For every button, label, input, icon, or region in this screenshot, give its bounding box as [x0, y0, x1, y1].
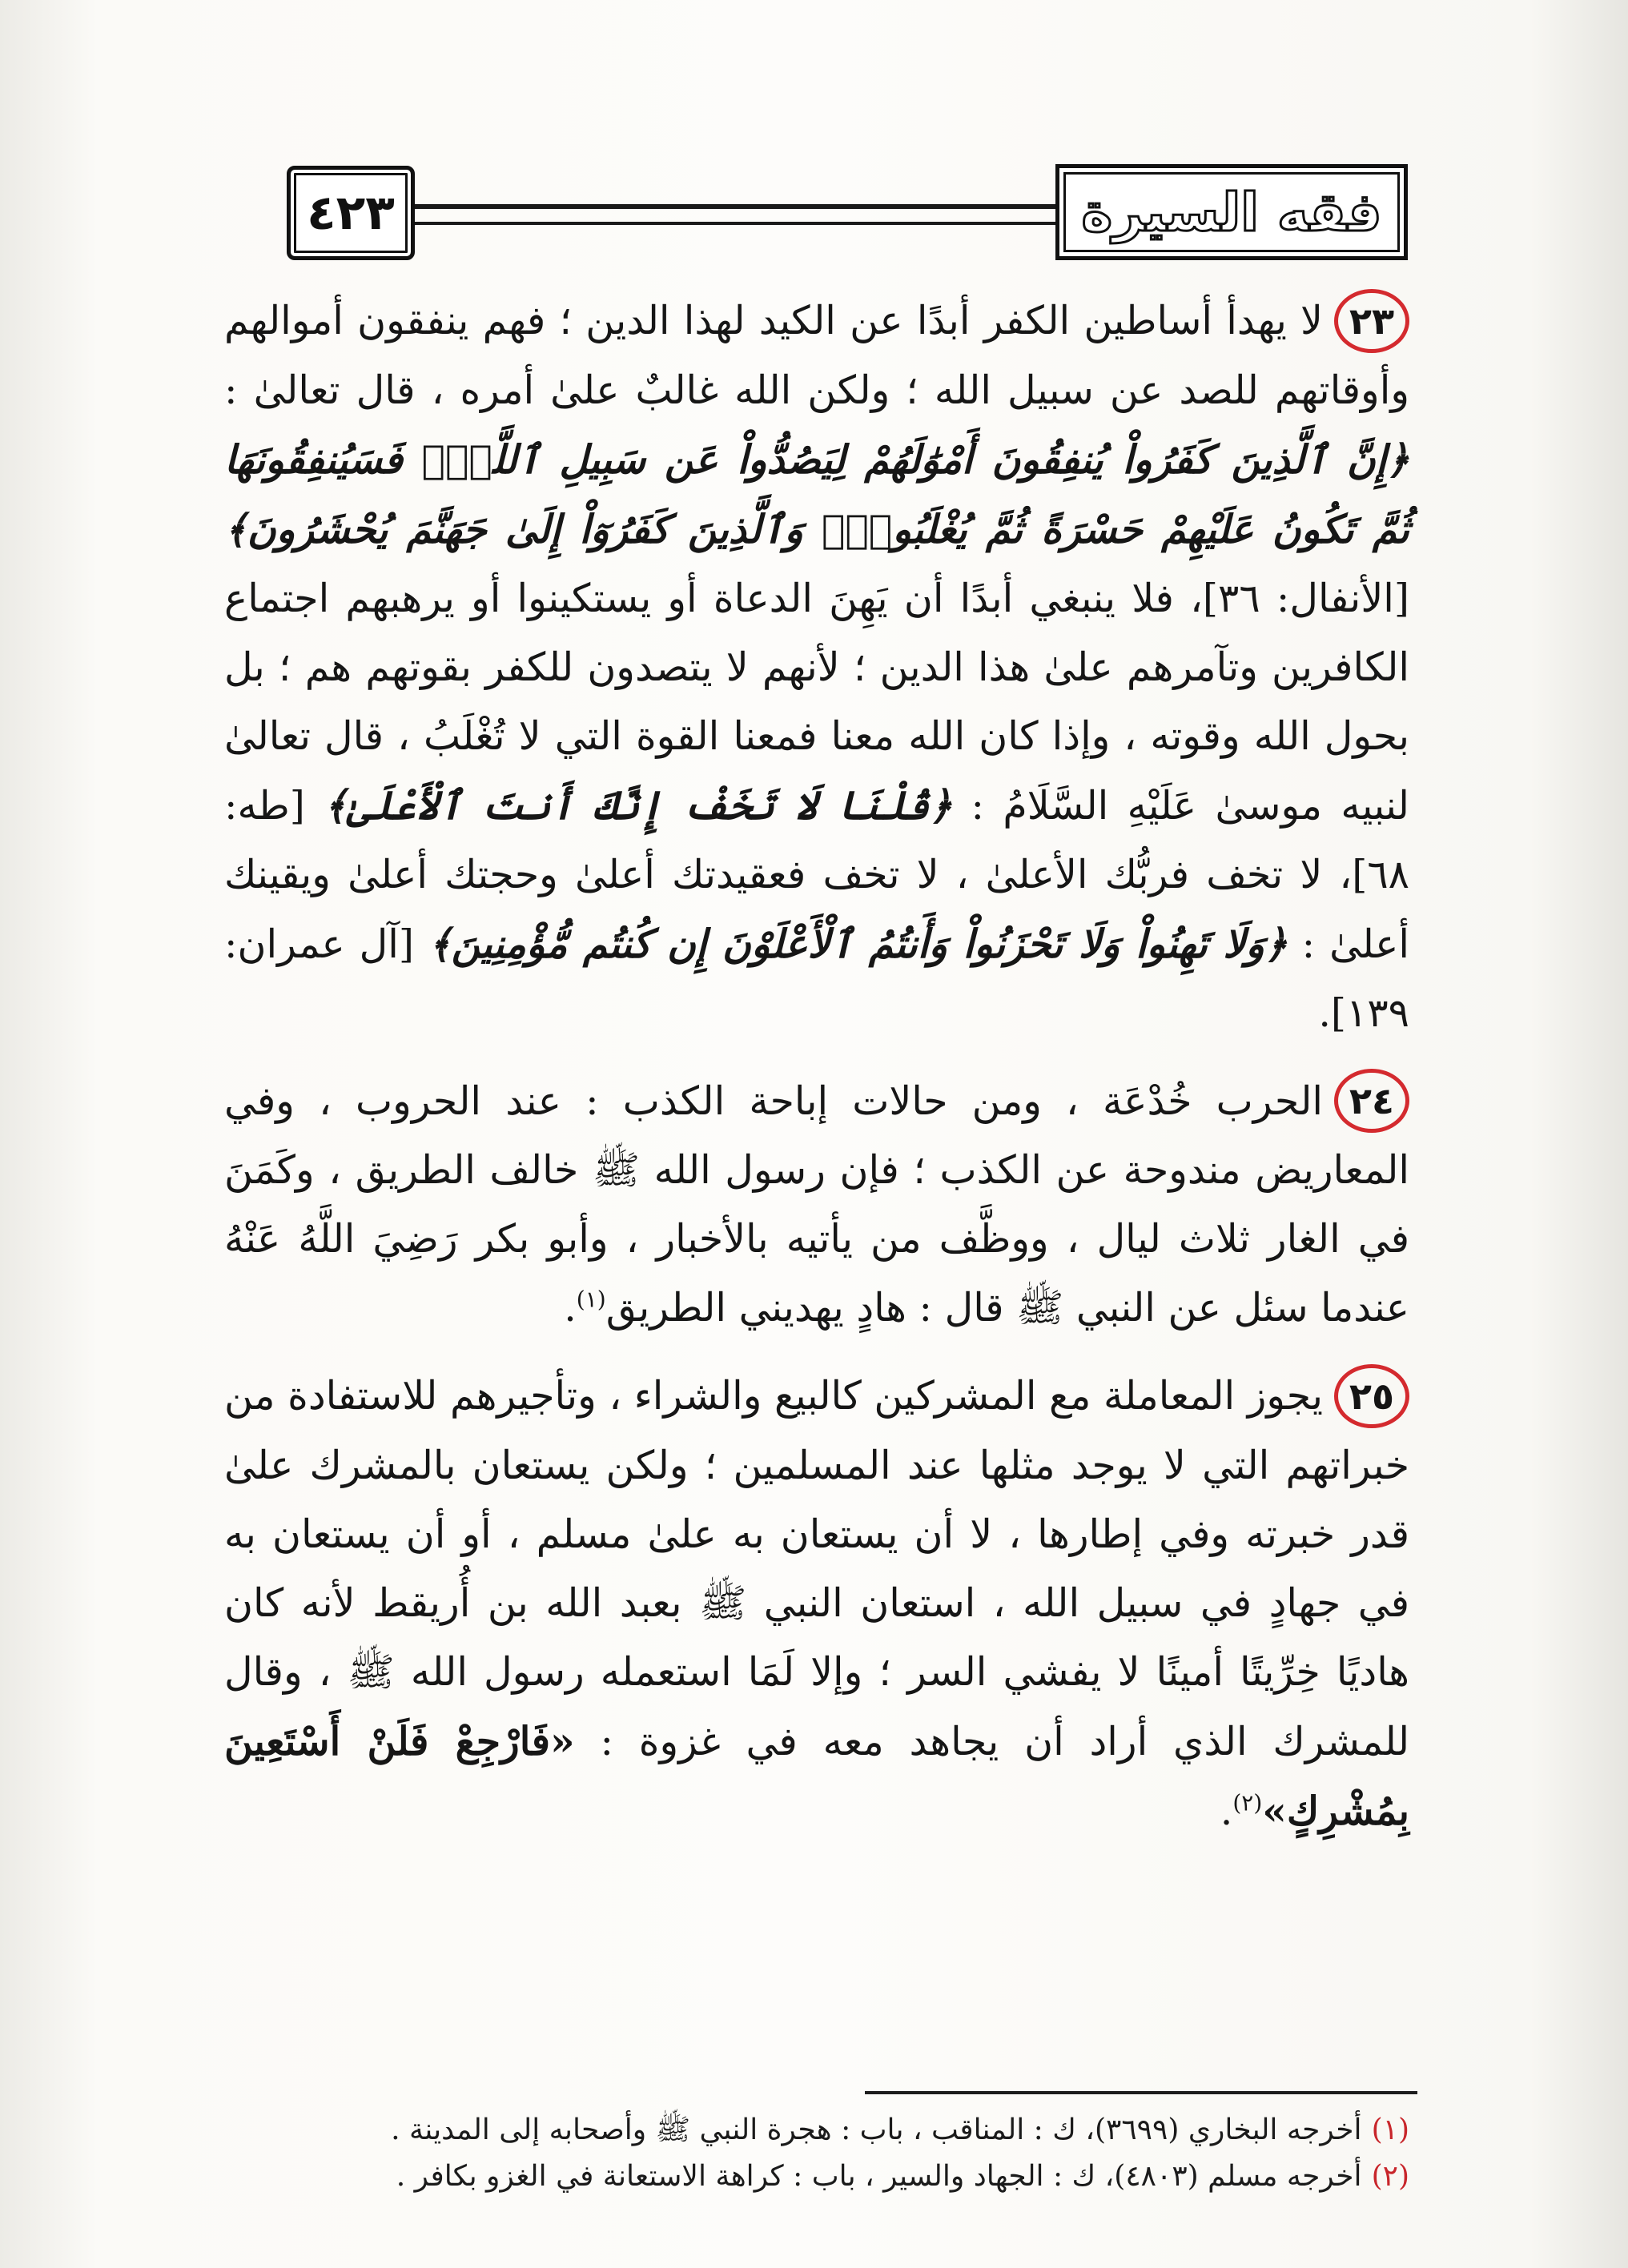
- footnote-ref[interactable]: (٢): [1232, 1789, 1263, 1816]
- footnote: [224, 2107, 1409, 2154]
- footnote-ref[interactable]: (١): [576, 1286, 606, 1313]
- quran-verse: ﴿وَلَا تَهِنُواْ وَلَا تَحْزَنُواْ وَأَنتُمُ ٱلْأَعْلَوْنَ إِن كُنتُم مُّؤْمِنِينَ﴾: [428, 920, 1288, 967]
- paragraph: [224, 1362, 1409, 1846]
- paragraph-text: يجوز المعاملة مع المشركين كالبيع والشراء ، وتأجيرهم للاستفادة من خبراتهم التي لا يوجد مثلها عند المسلمين ؛ ولكن يستعان بالمشرك علىٰ قدر خبرته وفي إطارها ، لا أن يستعان به علىٰ مسلم ، أو أن يستعان به في جهادٍ في سبيل الله ، استعان النبي ﷺ بعبد الله بن أُريقط لأنه كان هاديًا خِرِّيتًا أمينًا لا يفشي السر ؛ وإلا لَمَا استعمله رسول الله ﷺ ، وقال للمشرك الذي أراد أن يجاهد معه في غزوة :: [224, 1373, 1409, 1764]
- paragraph-text: الحرب خُدْعَة ، ومن حالات إباحة الكذب : عند الحروب ، وفي المعاريض مندوحة عن الكذب ؛ فإن رسول الله ﷺ خالف الطريق ، وكَمَنَ في الغار ثلاث ليال ، ووظَّف من يأتيه بالأخبار ، وأبو بكر رَضِيَ اللَّهُ عَنْهُ عندما سئل عن النبي ﷺ قال : هادٍ يهديني الطريق: [224, 1078, 1409, 1331]
- paragraph-text: [الأنفال: ٣٦]، فلا ينبغي أبدًا أن يَهِنَ الدعاة أو يستكينوا أو يرهبهم اجتماع الكافرين وتآمرهم علىٰ هذا الدين ؛ لأنهم لا يتصدون للكفر بقوتهم هم ؛ بل بحول الله وقوته ، وإذا كان الله معنا فمعنا القوة التي لا تُغْلَبُ ، قال تعالىٰ لنبيه موسىٰ عَلَيْهِ السَّلَامُ :: [224, 575, 1409, 829]
- footnote-text: أخرجه مسلم (٤٨٠٣)، ك : الجهاد والسير ، باب : كراهة الاستعانة في الغزو بكافر .: [396, 2160, 1362, 2193]
- page-number: ٤٢٣: [307, 185, 395, 241]
- footnote-rule: [865, 2091, 1417, 2094]
- paragraph: [224, 1067, 1409, 1343]
- quran-verse: ﴿قُلْنَا لَا تَخَفْ إِنَّكَ أَنتَ ٱلْأَعْلَىٰ﴾: [324, 781, 953, 829]
- footnote-number: (١): [1371, 2113, 1409, 2146]
- hadith-quote: «فَارْجِعْ فَلَنْ أَسْتَعِينَ بِمُشْرِكٍ»: [224, 1717, 1409, 1834]
- footnotes: [224, 2107, 1409, 2200]
- quran-verse: ﴿إِنَّ ٱلَّذِينَ كَفَرُواْ يُنفِقُونَ أَمْوَٰلَهُمْ لِيَصُدُّواْ عَن سَبِيلِ ٱللَّهِۚ فَسَيُنفِقُونَهَا ثُمَّ تَكُونُ عَلَيْهِمْ حَسْرَةً ثُمَّ يُغْلَبُونَۗ وَٱلَّذِينَ كَفَرُوٓاْ إِلَىٰ جَهَنَّمَ يُحْشَرُونَ﴾: [224, 436, 1410, 552]
- book-title: فقه السيرة: [1081, 181, 1382, 243]
- footnote-number: (٢): [1371, 2160, 1409, 2193]
- footnote-text: أخرجه البخاري (٣٦٩٩)، ك : المناقب ، باب : هجرة النبي ﷺ وأصحابه إلى المدينة .: [391, 2113, 1362, 2146]
- footnote: [224, 2154, 1409, 2200]
- paragraph-text: .: [564, 1285, 577, 1331]
- page-header: [223, 164, 1424, 260]
- paragraph-number-badge: ٢٥: [1334, 1364, 1409, 1428]
- book-title-box: [1055, 164, 1408, 260]
- paragraph: [224, 287, 1409, 1048]
- paragraph-text: [آل عمران: ١٣٩].: [224, 921, 1409, 1036]
- main-text: [224, 287, 1409, 1865]
- paragraph-text: لا يهدأ أساطين الكفر أبدًا عن الكيد لهذا الدين ؛ فهم ينفقون أموالهم وأوقاتهم للصد عن سبيل الله ؛ ولكن الله غالبٌ علىٰ أمره ، قال تعالىٰ :: [224, 298, 1409, 413]
- paragraph-number-badge: ٢٣: [1334, 289, 1409, 353]
- paragraph-number-badge: ٢٤: [1334, 1069, 1409, 1133]
- paragraph-text: [طه: ٦٨]، لا تخف فربُّك الأعلىٰ ، لا تخف فعقيدتك أعلىٰ وحجتك أعلىٰ ويقينك أعلىٰ :: [224, 782, 1409, 967]
- page-number-box: [287, 166, 415, 260]
- paragraph-text: .: [1220, 1788, 1233, 1834]
